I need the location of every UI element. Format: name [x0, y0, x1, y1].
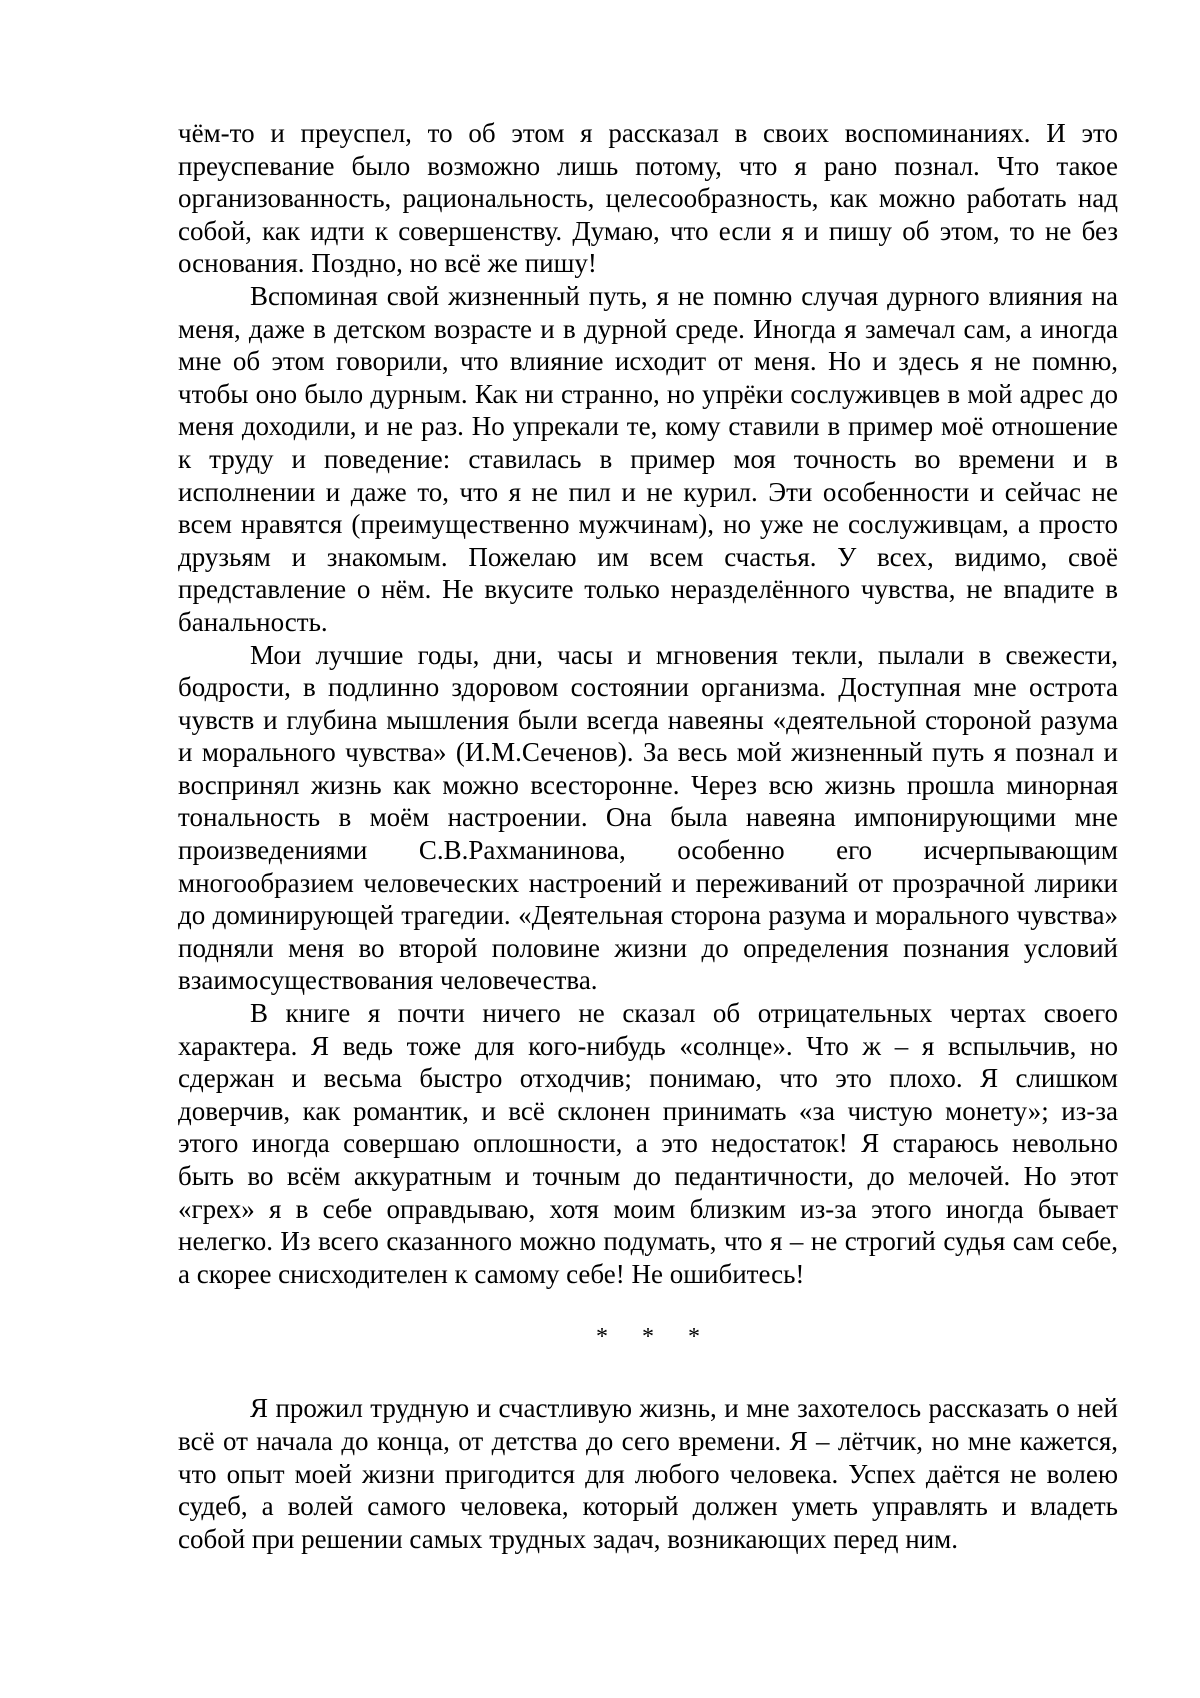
section-spacer — [178, 1353, 1118, 1392]
paragraph-5: Я прожил трудную и счастливую жизнь, и мне захотелось рассказать о ней всё от начала до конца, от детства до сего времени. Я – лётчик, но мне кажется, что опыт моей жизни пригодится для любого человека. Успех даётся не волею судеб, а волей самого человека, который должен уметь управлять и владеть собой при решении самых трудных задач, возникающих перед ним. — [178, 1393, 1118, 1554]
paragraph-4: В книге я почти ничего не сказал об отрицательных чертах своего характера. Я ведь тоже для кого-нибудь «солнце». Что ж – я вспыльчив, но сдержан и весьма быстро отходчив; понимаю, что это плохо. Я слишком доверчив, как романтик, и всё склонен принимать «за чистую монету»; из-за этого иногда совершаю оплошности, а это недостаток! Я стараюсь невольно быть во всём аккуратным и точным до педантичности, до мелочей. Но этот «грех» я в себе оправдываю, хотя моим близким из-за этого иногда бывает нелегко. Из всего сказанного можно подумать, что я – не строгий судья сам себе, а скорее снисходителен к самому себе! Не ошибитесь! — [178, 998, 1118, 1289]
paragraph-2: Вспоминая свой жизненный путь, я не помню случая дурного влияния на меня, даже в детском возрасте и в дурной среде. Иногда я замечал сам, а иногда мне об этом говорили, что влияние исходит от меня. Но и здесь я не помню, чтобы оно было дурным. Как ни странно, но упрёки сослуживцев в мой адрес до меня доходили, и не раз. Но упрекали те, кому ставили в пример моё отношение к труду и поведение: ставилась в пример моя точность во времени и в исполнении и даже то, что я не пил и не курил. Эти особенности и сейчас не всем нравятся (преимущественно мужчинам), но уже не сослуживцам, а просто друзьям и знакомым. Пожелаю им всем счастья. У всех, видимо, своё представление о нём. Не вкусите только неразделённого чувства, не впадите в банальность. — [178, 280, 1118, 637]
document-page — [178, 117, 1118, 1555]
section-separator: * * * — [596, 1324, 714, 1351]
paragraph-1: чём-то и преуспел, то об этом я рассказал в своих воспоминаниях. И это преуспевание было возможно лишь потому, что я рано познал. Что такое организованность, рациональность, целесообразность, как можно работать над собой, как идти к совершенству. Думаю, что если я и пишу об этом, то не без основания. Поздно, но всё же пишу! — [178, 118, 1118, 279]
paragraph-3: Мои лучшие годы, дни, часы и мгновения текли, пылали в свежести, бодрости, в подлинно здоровом состоянии организма. Доступная мне острота чувств и глубина мышления были всегда навеяны «деятельной стороной разума и морального чувства» (И.М.Сеченов). За весь мой жизненный путь я познал и воспринял жизнь как можно всесторонне. Через всю жизнь прошла минорная тональность в моём настроении. Она была навеяна импонирующими мне произведениями С.В.Рахманинова, особенно его исчерпывающим многообразием человеческих настроений и переживаний от прозрачной лирики до доминирующей трагедии. «Деятельная сторона разума и морального чувства» подняли меня во второй половине жизни до определения познания условий взаимосуществования человечества. — [178, 639, 1118, 996]
